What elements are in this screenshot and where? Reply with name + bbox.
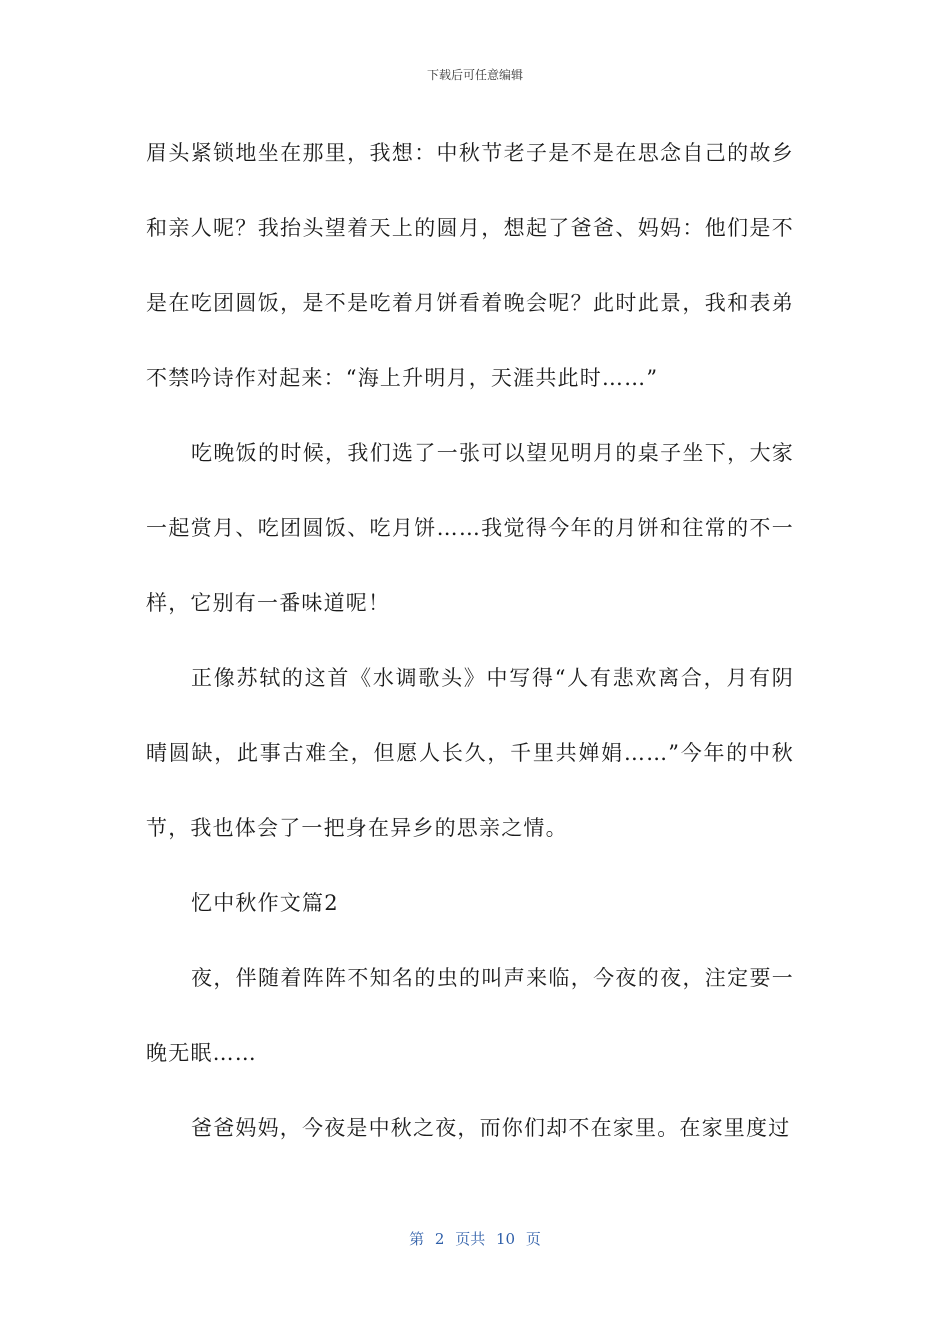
paragraph-1: 眉头紧锁地坐在那里，我想：中秋节老子是不是在思念自己的故乡和亲人呢？我抬头望着天上的圆月，想起了爸爸、妈妈：他们是不是在吃团圆饭，是不是吃着月饼看着晚会呢？此时此景，我和表弟不禁吟诗作对起来：“海上升明月，天涯共此时……” [146,141,794,390]
section-heading: 忆中秋作文篇2 [191,891,339,915]
paragraph-3: 正像苏轼的这首《水调歌头》中写得“人有悲欢离合，月有阴晴圆缺，此事古难全，但愿人长久，千里共婵娟……”今年的中秋节，我也体会了一把身在异乡的思亲之情。 [146,666,794,840]
paragraph-2: 吃晚饭的时候，我们选了一张可以望见明月的桌子坐下，大家一起赏月、吃团圆饭、吃月饼……我觉得今年的月饼和往常的不一样，它别有一番味道呢！ [146,441,794,615]
document-body [146,116,794,1166]
page-number-footer: 第 2 页共 10 页 [409,1230,541,1248]
paragraph-4: 夜，伴随着阵阵不知名的虫的叫声来临，今夜的夜，注定要一晚无眠…… [146,966,794,1065]
paragraph-5: 爸爸妈妈，今夜是中秋之夜，而你们却不在家里。在家里度过 [191,1116,791,1140]
page-header: 下载后可任意编辑 [426,68,523,82]
